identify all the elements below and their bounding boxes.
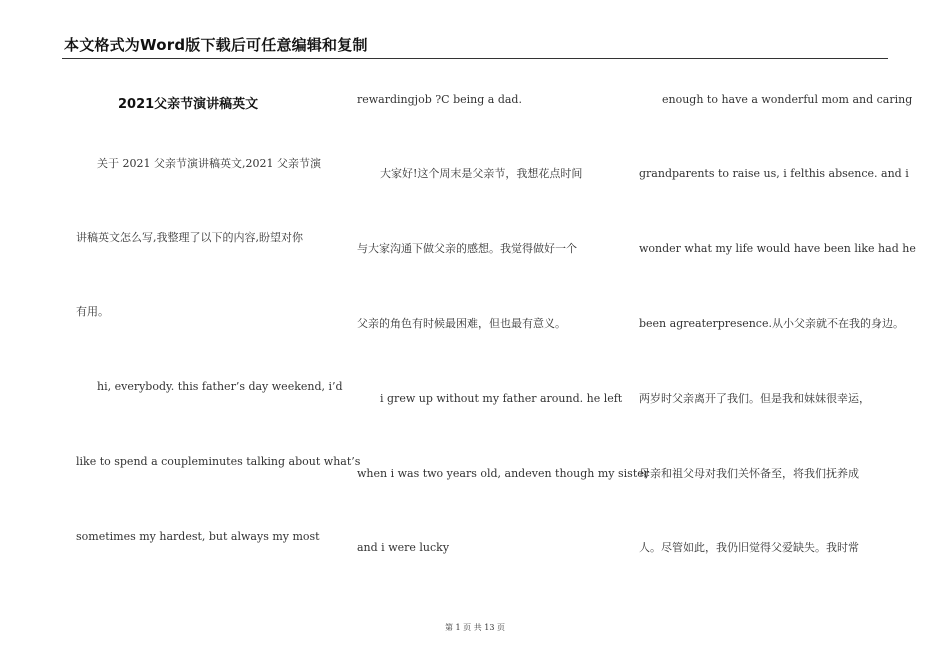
text-line: 有用。 <box>76 305 109 318</box>
text-line: like to spend a coupleminutes talking about what’s <box>76 455 361 468</box>
text-line: 两岁时父亲离开了我们。但是我和妹妹很幸运， <box>639 392 870 405</box>
text-line: hi, everybody. this father’s day weekend, i’d <box>97 380 343 393</box>
text-line: 人。尽管如此，我仍旧觉得父爱缺失。我时常 <box>639 541 859 554</box>
text-line: 大家好!这个周末是父亲节，我想花点时间 <box>380 167 583 180</box>
document-title: 2021父亲节演讲稿英文 <box>118 97 259 112</box>
text-line: enough to have a wonderful mom and caring <box>662 93 913 106</box>
page-number: 第 1 页 共 13 页 <box>445 623 505 632</box>
text-line: i grew up without my father around. he left <box>380 392 623 405</box>
text-line: 父亲的角色有时候最困难，但也最有意义。 <box>357 317 566 330</box>
text-line: 与大家沟通下做父亲的感想。我觉得做好一个 <box>357 242 577 255</box>
text-line: grandparents to raise us, i felthis absence. and i <box>639 167 909 180</box>
header-title: 本文格式为Word版下载后可任意编辑和复制 <box>64 36 368 54</box>
header-divider <box>62 58 888 59</box>
text-line: 母亲和祖父母对我们关怀备至，将我们抚养成 <box>639 467 859 480</box>
text-line: rewardingjob ?C being a dad. <box>357 93 522 106</box>
text-line: when i was two years old, andeven though my sister <box>357 467 650 480</box>
text-line: 关于 2021 父亲节演讲稿英文,2021 父亲节演 <box>97 157 321 170</box>
text-line: and i were lucky <box>357 541 450 554</box>
text-line: sometimes my hardest, but always my most <box>76 530 320 543</box>
text-line: 讲稿英文怎么写,我整理了以下的内容,盼望对你 <box>76 231 303 244</box>
text-line: been agreaterpresence.从小父亲就不在我的身边。 <box>639 317 904 330</box>
text-line: wonder what my life would have been like had he <box>639 242 916 255</box>
